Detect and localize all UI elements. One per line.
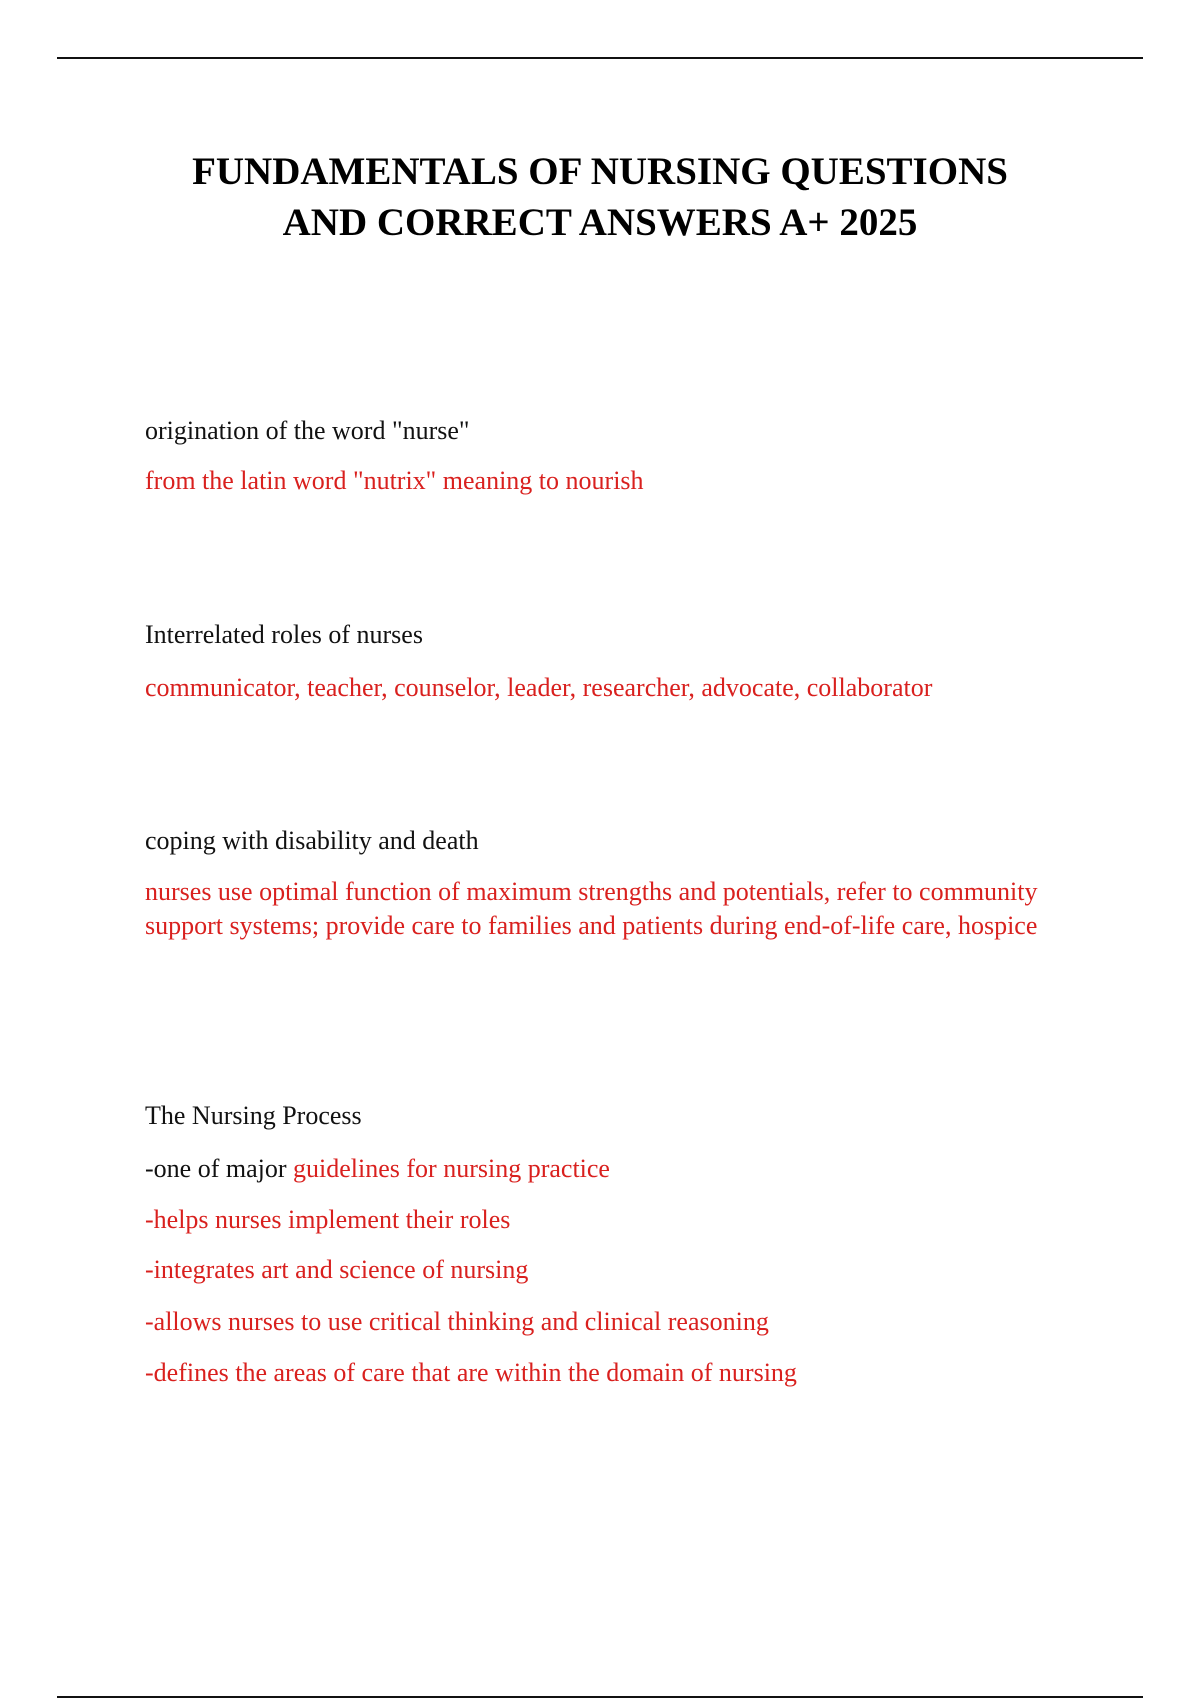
bottom-rule bbox=[57, 1696, 1143, 1698]
card-4-answer-line-2: -helps nurses implement their roles bbox=[145, 1205, 511, 1234]
card-4-answer-line-1-text: guidelines for nursing practice bbox=[293, 1154, 610, 1183]
document-title bbox=[0, 146, 1200, 248]
card-2-question: Interrelated roles of nurses bbox=[145, 620, 423, 649]
card-2-answer: communicator, teacher, counselor, leader, researcher, advocate, collaborator bbox=[145, 673, 933, 702]
card-3-question: coping with disability and death bbox=[145, 826, 479, 855]
card-4-question: The Nursing Process bbox=[145, 1101, 362, 1130]
card-1-answer: from the latin word "nutrix" meaning to nourish bbox=[145, 466, 644, 495]
card-4-answer-line-1-prefix: -one of major bbox=[145, 1154, 294, 1183]
title-line-2: AND CORRECT ANSWERS A+ 2025 bbox=[282, 201, 918, 244]
card-4-answer-line-3: -integrates art and science of nursing bbox=[145, 1255, 529, 1284]
title-line-1: FUNDAMENTALS OF NURSING QUESTIONS bbox=[192, 150, 1008, 193]
card-4-answer-line-1 bbox=[145, 1152, 610, 1186]
card-3-answer: nurses use optimal function of maximum strengths and potentials, refer to community support systems; provide care to families and patients during end-of-life care, hospice bbox=[145, 877, 1038, 940]
card-4-answer-line-4: -allows nurses to use critical thinking and clinical reasoning bbox=[145, 1307, 769, 1336]
card-4-answer-line-5: -defines the areas of care that are within the domain of nursing bbox=[145, 1358, 797, 1387]
top-rule bbox=[57, 57, 1143, 59]
card-1-question: origination of the word "nurse" bbox=[145, 416, 470, 445]
